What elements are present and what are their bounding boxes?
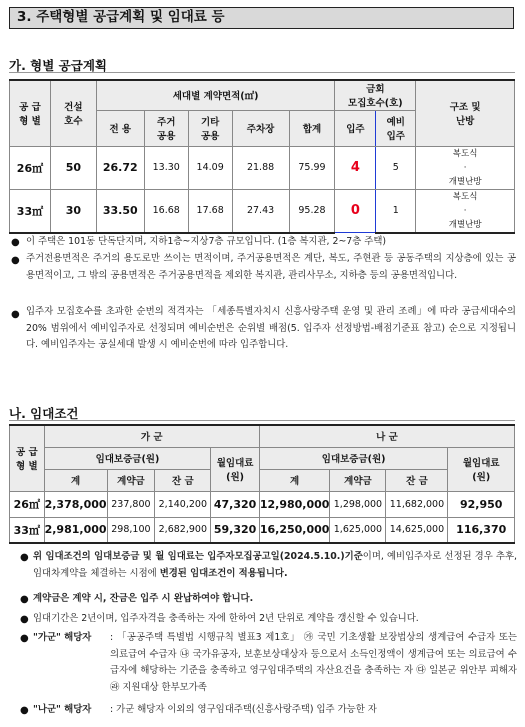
header-down-b: 계약금 [330,469,386,491]
households-cell: 50 [50,146,96,189]
total-cell: 75.99 [289,146,335,189]
header-recruit-group: 금회 모집호수(호) [335,80,416,110]
parking-cell: 27.43 [232,189,289,233]
header-total-b: 계 [259,469,330,491]
a-balance-cell: 2,140,200 [155,491,211,517]
other-common-cell: 14.09 [188,146,232,189]
header-total-a: 계 [44,469,107,491]
bullet-icon: ● [20,614,29,625]
b-total-cell: 12,980,000 [259,491,330,517]
divider [9,420,515,421]
table-row-type: 26㎡ [10,146,51,189]
header-balance-a: 잔 금 [155,469,211,491]
section-title: 3. 주택형별 공급계획 및 임대료 등 [9,7,514,29]
move-in-cell: 4 [335,146,376,189]
header-down-a: 계약금 [107,469,155,491]
bullet-icon: ● [11,309,20,320]
reserve-cell: 1 [376,189,416,233]
header-group-b: 나 군 [259,425,514,447]
header-area-group: 세대별 계약면적(㎡) [96,80,335,110]
note-payment: 계약금은 계약 시, 잔금은 입주 시 완납하여야 합니다. [33,593,254,604]
ga-text: : 「공공주택 특별법 시행규칙 별표3 제1호」 ㉮ 국민 기초생활 보장법상의 생계급여 수급자 또는 의료급여 수급자 ㉯ 국가유공자, 보훈보상대상자 등으로서 소득인정액이 생계급여 또는 의료급여 수급자에 해당하는 기준을 충족하고 영구임대주택의 자산요건을 충족하는 자 ㉰ 일본군 위안부 피해자 ㉱ 지원대상 한부모가족 [110,632,517,693]
table-row-type: 26㎡ [10,491,45,517]
header-reserve: 예비 입주 [376,110,416,146]
header-group-a: 가 군 [44,425,259,447]
a-down-cell: 237,800 [107,491,155,517]
b-total-cell: 16,250,000 [259,517,330,543]
table-row-type: 33㎡ [10,189,51,233]
note-building: 이 주택은 101동 단독단지며, 지하1층~지상7층 규모입니다. (1층 복지관, 2~7층 주택) [26,236,387,247]
a-balance-cell: 2,682,900 [155,517,211,543]
note-rent-basis [33,549,517,582]
b-down-cell: 1,298,000 [330,491,386,517]
structure-cell: 복도식 · 개별난방 [416,146,515,189]
ga-label: "가군" 해당자 [33,632,92,643]
note-area: 주거전용면적은 주거의 용도로만 쓰이는 면적이며, 주거공용면적은 계단, 복도, 주현관 등 공동주택의 지상층에 있는 공용면적이고, 그 밖의 공용면적은 주거공용면적을 제외한 복지관, 관리사무소, 지하층 등의 공용면적입니다. [26,253,516,281]
header-structure: 구조 및 난방 [416,80,515,146]
move-in-cell: 0 [335,189,376,233]
bullet-icon: ● [20,633,29,644]
a-total-cell: 2,378,000 [44,491,107,517]
reserve-cell: 5 [376,146,416,189]
header-move-in: 입주 [335,110,376,146]
rent-header-type: 공 급 형 별 [10,425,45,491]
exclusive-cell: 26.72 [96,146,144,189]
header-total: 합계 [289,110,335,146]
a-monthly-cell: 59,320 [211,517,260,543]
header-residential-common: 주거 공용 [144,110,188,146]
b-monthly-cell: 116,370 [448,517,515,543]
header-type: 공 급 형 별 [10,80,51,146]
structure-cell: 복도식 · 개별난방 [416,189,515,233]
b-balance-cell: 11,682,000 [386,491,448,517]
a-monthly-cell: 47,320 [211,491,260,517]
b-balance-cell: 14,625,000 [386,517,448,543]
bullet-icon: ● [20,552,29,563]
header-deposit-b: 임대보증금(원) [259,447,448,469]
header-balance-b: 잔 금 [386,469,448,491]
supply-table [9,79,515,234]
bullet-icon: ● [20,594,29,605]
bullet-icon: ● [20,705,29,716]
exclusive-cell: 33.50 [96,189,144,233]
bullet-icon: ● [11,255,20,266]
note-rent-basis-bold2: 변경된 임대조건이 적용됩니다. [159,567,288,579]
parking-cell: 21.88 [232,146,289,189]
a-total-cell: 2,981,000 [44,517,107,543]
header-monthly-a: 월임대료 (원) [211,447,260,491]
bullet-icon: ● [11,237,20,248]
other-common-cell: 17.68 [188,189,232,233]
residential-common-cell: 13.30 [144,146,188,189]
na-text: : 가군 해당자 이외의 영구임대주택(신흥사랑주택) 입주 가능한 자 [110,704,377,715]
header-households: 건설 호수 [50,80,96,146]
b-down-cell: 1,625,000 [330,517,386,543]
b-monthly-cell: 92,950 [448,491,515,517]
total-cell: 95.28 [289,189,335,233]
supply-subtitle: 가. 형별 공급계획 [9,58,107,73]
note-rent-basis-rest: 이며, 예비입주자로 선정된 경우 추후, 임대차계약을 체결하는 시점에 [33,551,517,579]
households-cell: 30 [50,189,96,233]
note-reserve: 입주자 모집호수를 초과한 순번의 적격자는 「세종특별자치시 신흥사랑주택 운영 및 관리 조례」에 따라 공급세대수의 20% 범위에서 예비입주자로 선정되며 예비순번은 순위별 배점(5. 입주자 선정방법-배점기준표 참고) 순으로 지정됩니다. 예비입주자는 공실세대 발생 시 예비순번에 따라 입주합니다. [26,306,516,350]
header-exclusive: 전 용 [96,110,144,146]
rent-subtitle: 나. 임대조건 [9,406,79,421]
divider [9,72,515,73]
note-rent-basis-bold: 위 임대조건의 임대보증금 및 월 임대료는 입주자모집공고일(2024.5.10.)기준 [33,551,363,562]
header-deposit-a: 임대보증금(원) [44,447,211,469]
header-parking: 주차장 [232,110,289,146]
rent-table [9,424,515,544]
na-label: "나군" 해당자 [33,704,92,715]
residential-common-cell: 16.68 [144,189,188,233]
note-lease-period: 임대기간은 2년이며, 입주자격을 충족하는 자에 한하여 2년 단위로 계약을 갱신할 수 있습니다. [33,613,419,624]
table-row-type: 33㎡ [10,517,45,543]
a-down-cell: 298,100 [107,517,155,543]
header-monthly-b: 월임대료 (원) [448,447,515,491]
header-other-common: 기타 공용 [188,110,232,146]
